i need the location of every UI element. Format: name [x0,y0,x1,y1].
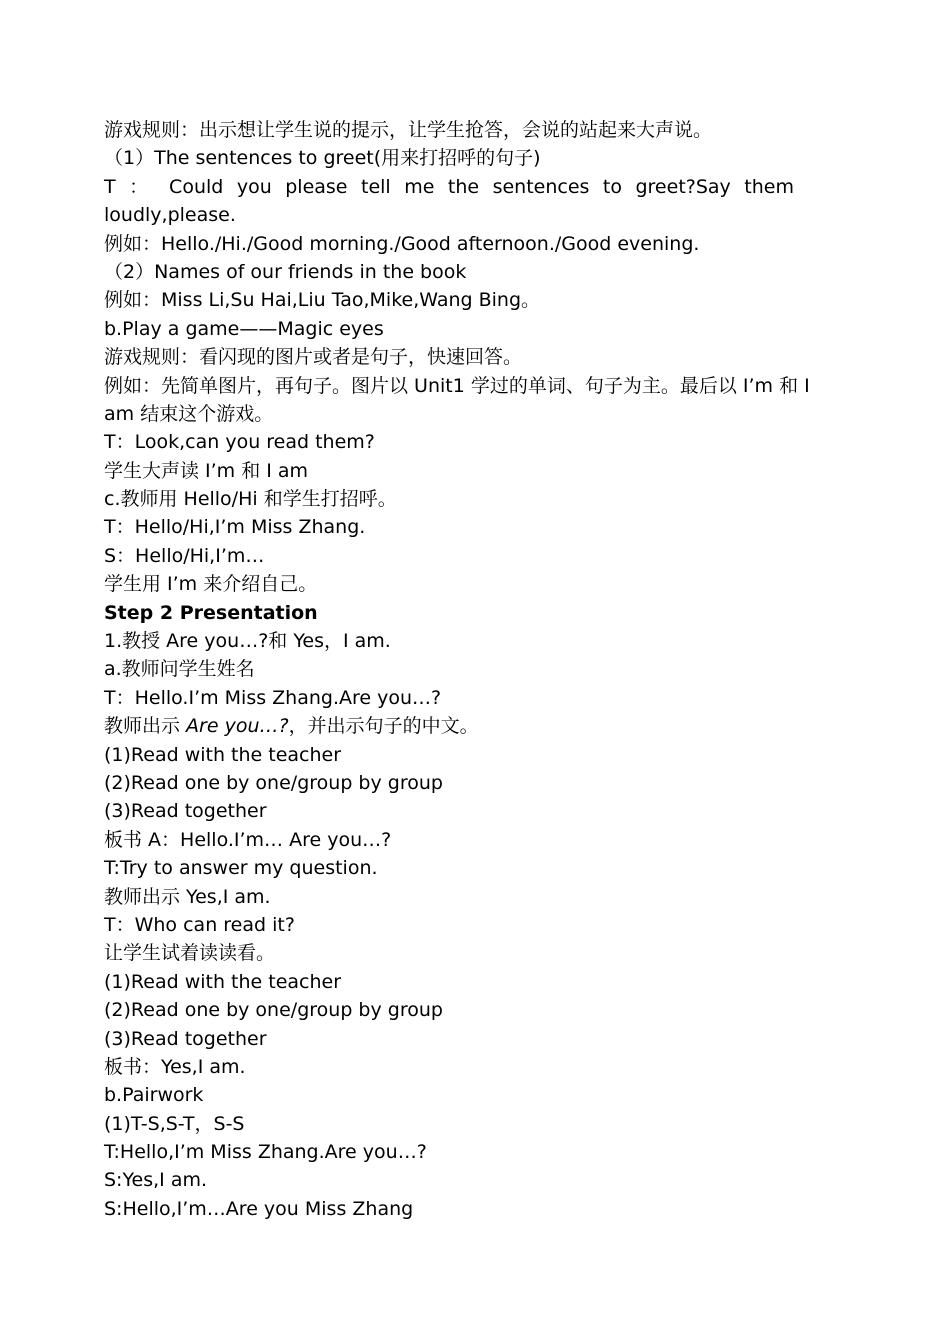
friend-names-examples: 例如：Miss Li,Su Hai,Liu Tao,Mike,Wang Bing。 [104,289,541,312]
magic-eyes-example-continuation: am 结束这个游戏。 [104,402,274,425]
pairwork-modes-line: (1)T-S,S-T，S-S [104,1112,245,1135]
teacher-shows-prefix: 教师出示 [104,715,187,738]
teach-are-you-line: 1.教授 Are you…?和 Yes，I am. [104,630,391,653]
magic-eyes-rules: 游戏规则：看闪现的图片或者是句子，快速回答。 [104,346,523,369]
magic-eyes-example: 例如：先简单图片，再句子。图片以 Unit1 学过的单词、句子为主。最后以 I’m 和 I [104,374,810,397]
students-introduce-line: 学生用 I’m 来介绍自己。 [104,573,318,596]
teacher-hello-line: T：Hello/Hi,I’m Miss Zhang. [104,516,366,539]
read-with-teacher-line: (1)Read with the teacher [104,743,342,766]
teacher-asks-names-line: a.教师问学生姓名 [104,658,255,681]
teacher-prompt-continuation: loudly,please. [104,204,236,227]
read-one-by-one-line-2: (2)Read one by one/group by group [104,999,443,1022]
teacher-greets-line: c.教师用 Hello/Hi 和学生打招呼。 [104,488,397,511]
read-one-by-one-line: (2)Read one by one/group by group [104,771,443,794]
teacher-shows-line [104,712,794,740]
student-hello-line: S：Hello/Hi,I’m… [104,544,265,567]
pairwork-student-yes-line: S:Yes,I am. [104,1169,208,1192]
students-try-line: 让学生试着读读看。 [104,942,276,965]
read-with-teacher-line-2: (1)Read with the teacher [104,970,342,993]
read-together-line-2: (3)Read together [104,1027,267,1050]
pairwork-heading: b.Pairwork [104,1084,204,1107]
pairwork-student-hello-line: S:Hello,I’m…Are you Miss Zhang [104,1197,414,1220]
step-2-heading: Step 2 Presentation [104,601,318,624]
pairwork-teacher-line: T:Hello,I’m Miss Zhang.Are you…? [104,1141,427,1164]
teacher-shows-suffix: ，并出示句子的中文。 [288,715,479,738]
board-writing-a-line: 板书 A：Hello.I’m… Are you…? [104,828,392,851]
document-page [104,116,810,1223]
try-to-answer-line: T:Try to answer my question. [104,857,378,880]
teacher-prompt-line: T ： Could you please tell me the sentences to greet?Say them [104,175,794,198]
students-read-line: 学生大声读 I’m 和 I am [104,459,309,482]
read-together-line: (3)Read together [104,800,267,823]
teacher-shows-italic: Are you…? [186,715,289,738]
teacher-look-line: T：Look,can you read them? [104,431,375,454]
greeting-examples-line: 例如：Hello./Hi./Good morning./Good afternoon./Good evening. [104,232,700,255]
board-writing-yes-line: 板书：Yes,I am. [104,1055,246,1078]
teacher-shows-yes-line: 教师出示 Yes,I am. [104,885,271,908]
game-rules-line: 游戏规则：出示想让学生说的提示，让学生抢答，会说的站起来大声说。 [104,119,713,141]
greeting-sentences-heading: （1）The sentences to greet(用来打招呼的句子) [104,147,541,170]
magic-eyes-game-heading: b.Play a game——Magic eyes [104,317,384,340]
friend-names-heading: （2）Names of our friends in the book [104,260,467,283]
who-can-read-line: T：Who can read it? [104,913,295,936]
teacher-are-you-line: T：Hello.I’m Miss Zhang.Are you…? [104,686,442,709]
